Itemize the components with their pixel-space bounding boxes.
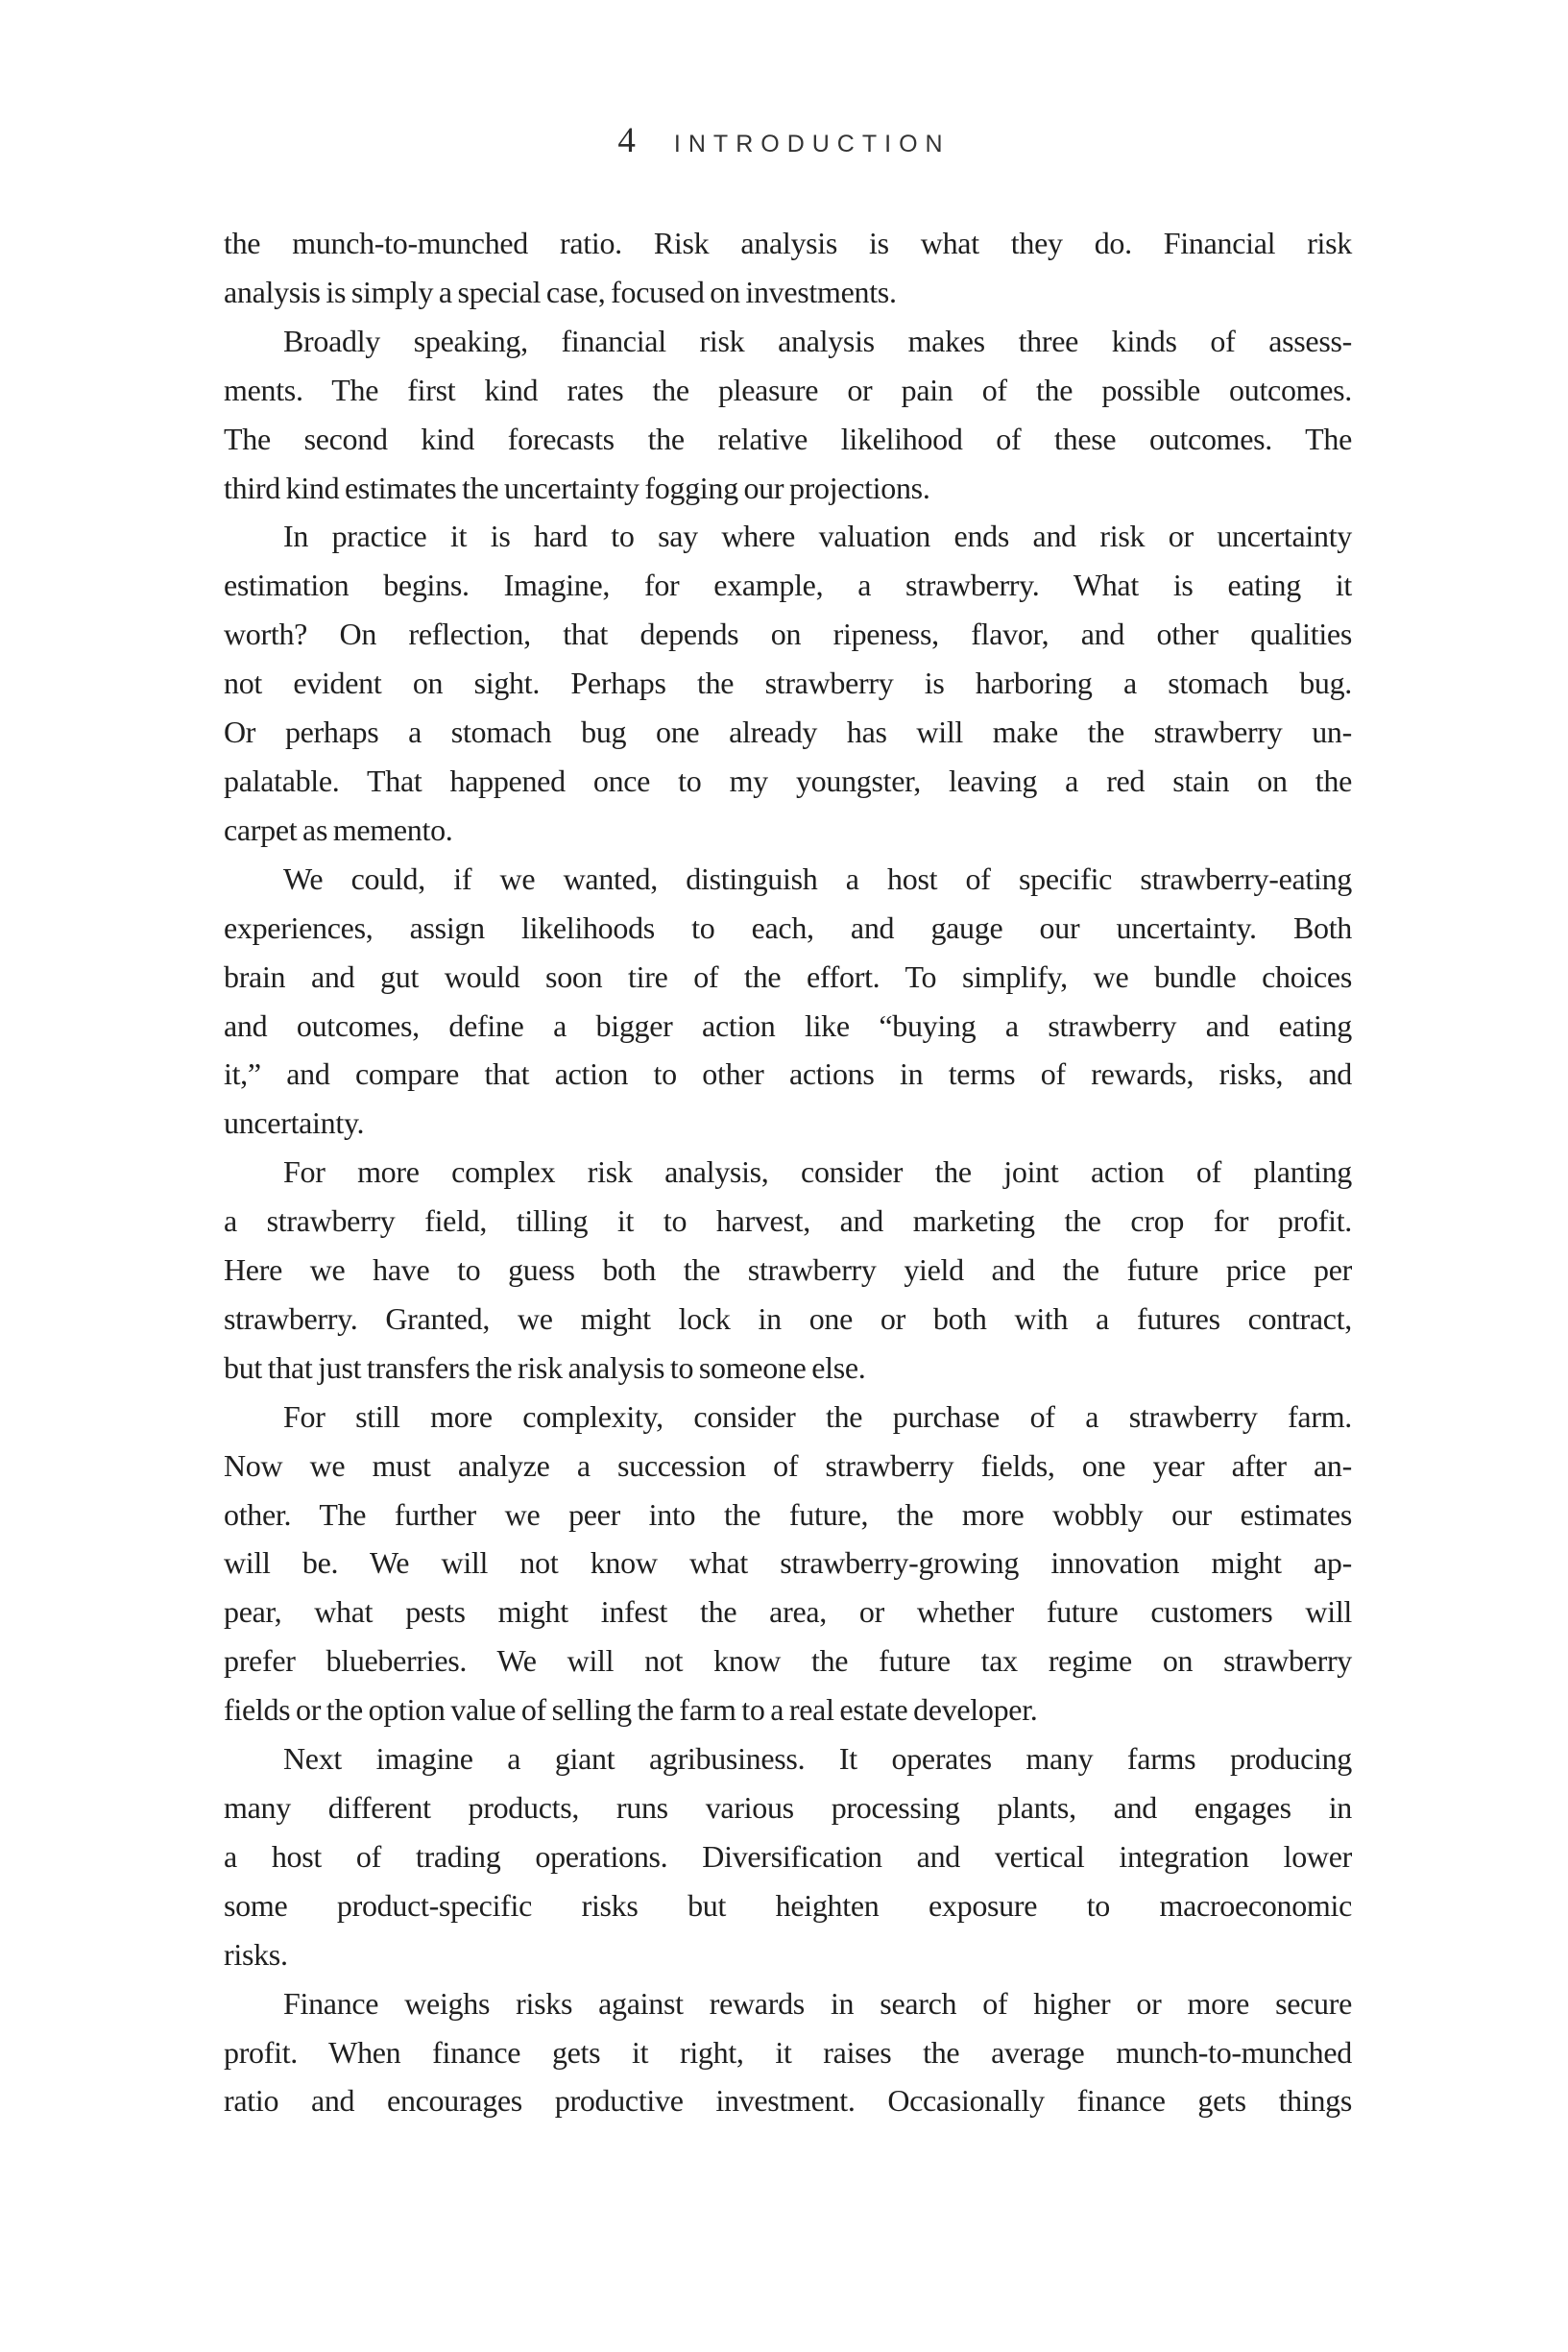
text-line: worth? On reflection, that depends on ripeness, flavor, and other qualities	[224, 617, 1352, 652]
paragraph	[224, 1734, 1352, 1979]
text-line: carpet as memento.	[224, 812, 453, 847]
text-line: For still more complexity, consider the purchase of a strawberry farm.	[283, 1398, 1352, 1434]
text-line: strawberry. Granted, we might lock in one or both with a futures contract,	[224, 1300, 1352, 1336]
text-line: fields or the option value of selling the farm to a real estate developer.	[224, 1692, 1038, 1728]
running-head-title: INTRODUCTION	[673, 131, 951, 158]
text-line: experiences, assign likelihoods to each, and gauge our uncertainty. Both	[224, 909, 1352, 945]
text-line: For more complex risk analysis, consider the joint action of planting	[283, 1154, 1352, 1190]
text-line: uncertainty.	[224, 1105, 365, 1141]
text-line: profit. When finance gets it right, it raises the average munch-to-munched	[224, 2034, 1352, 2070]
text-line: a strawberry field, tilling it to harvest, and marketing the crop for profit.	[224, 1203, 1352, 1239]
text-line: palatable. That happened once to my youngster, leaving a red stain on the	[224, 763, 1352, 798]
page-body	[224, 219, 1352, 2125]
paragraph	[224, 219, 1352, 317]
text-line: analysis is simply a special case, focused on investments.	[224, 274, 897, 309]
text-line: ratio and encourages productive investment. Occasionally finance gets things	[224, 2083, 1352, 2119]
text-line: many different products, runs various processing plants, and engages in	[224, 1790, 1352, 1825]
text-line: The second kind forecasts the relative likelihood of these outcomes. The	[224, 421, 1352, 456]
text-line: Now we must analyze a succession of strawberry fields, one year after an-	[224, 1447, 1352, 1483]
text-line: Next imagine a giant agribusiness. It operates many farms producing	[283, 1741, 1352, 1777]
text-line: some product-specific risks but heighten exposure to macroeconomic	[224, 1887, 1352, 1923]
paragraph	[224, 855, 1352, 1148]
text-line: Or perhaps a stomach bug one already has will make the strawberry un-	[224, 715, 1352, 750]
text-line: Broadly speaking, financial risk analysis makes three kinds of assess-	[283, 323, 1352, 358]
text-line: ments. The first kind rates the pleasure or pain of the possible outcomes.	[224, 372, 1352, 407]
text-line: Finance weighs risks against rewards in search of higher or more secure	[283, 1985, 1352, 2021]
page-number: 4	[617, 121, 636, 160]
text-line: risks.	[224, 1936, 288, 1972]
text-line: a host of trading operations. Diversification and vertical integration lower	[224, 1838, 1352, 1874]
text-line: pear, what pests might infest the area, or whether future customers will	[224, 1594, 1352, 1630]
text-line: the munch-to-munched ratio. Risk analysis is what they do. Financial risk	[224, 226, 1352, 260]
text-line: and outcomes, define a bigger action like “buying a strawberry and eating	[224, 1007, 1352, 1043]
text-line: but that just transfers the risk analysis to someone else.	[224, 1349, 866, 1385]
text-line: brain and gut would soon tire of the effort. To simplify, we bundle choices	[224, 958, 1352, 994]
paragraph	[224, 1393, 1352, 1734]
paragraph	[224, 512, 1352, 854]
text-line: prefer blueberries. We will not know the future tax regime on strawberry	[224, 1643, 1352, 1679]
paragraph	[224, 1148, 1352, 1393]
paragraph	[224, 317, 1352, 513]
text-line: estimation begins. Imagine, for example, a strawberry. What is eating it	[224, 568, 1352, 603]
paragraph	[224, 1979, 1352, 2126]
text-line: Here we have to guess both the strawberry yield and the future price per	[224, 1252, 1352, 1288]
text-line: not evident on sight. Perhaps the strawberry is harboring a stomach bug.	[224, 666, 1352, 701]
text-line: it,” and compare that action to other actions in terms of rewards, risks, and	[224, 1056, 1352, 1092]
text-line: third kind estimates the uncertainty fogging our projections.	[224, 470, 930, 505]
text-line: will be. We will not know what strawberry-growing innovation might ap-	[224, 1545, 1352, 1581]
text-line: In practice it is hard to say where valuation ends and risk or uncertainty	[283, 519, 1352, 554]
running-head	[0, 123, 1568, 158]
text-line: other. The further we peer into the future, the more wobbly our estimates	[224, 1496, 1352, 1532]
text-line: We could, if we wanted, distinguish a host of specific strawberry-eating	[283, 861, 1352, 896]
